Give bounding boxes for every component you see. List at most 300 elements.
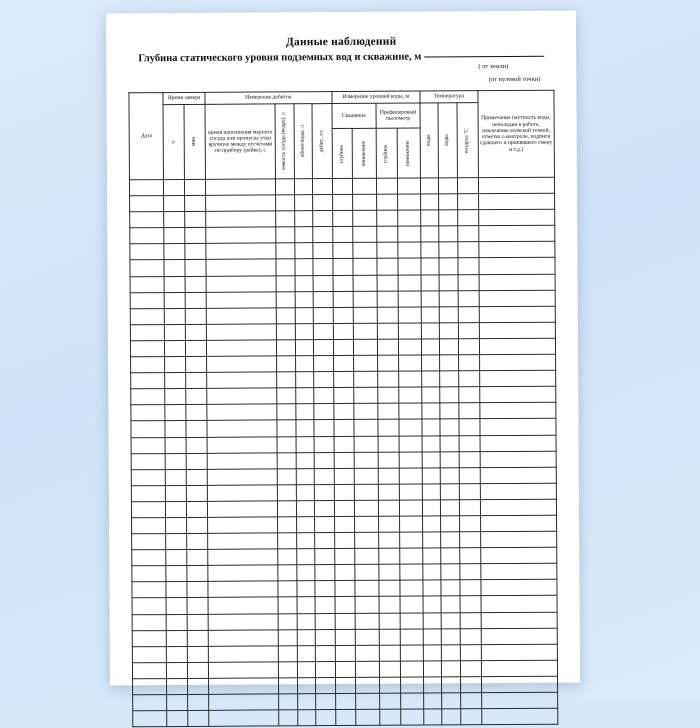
table-cell[interactable] xyxy=(399,548,422,564)
table-cell[interactable] xyxy=(277,388,296,404)
table-cell[interactable] xyxy=(440,435,459,451)
table-cell[interactable] xyxy=(294,243,313,259)
table-cell[interactable] xyxy=(333,323,354,339)
table-cell[interactable] xyxy=(314,468,334,484)
table-cell[interactable] xyxy=(441,467,460,483)
table-cell[interactable] xyxy=(458,306,479,322)
table-cell[interactable] xyxy=(399,564,422,580)
table-cell[interactable] xyxy=(334,420,355,436)
table-cell[interactable] xyxy=(459,435,480,451)
table-cell[interactable] xyxy=(277,436,296,452)
table-cell[interactable] xyxy=(164,196,185,212)
table-cell[interactable] xyxy=(167,678,188,694)
table-cell[interactable] xyxy=(441,580,460,596)
table-cell[interactable] xyxy=(132,598,166,614)
table-cell[interactable] xyxy=(334,468,355,484)
table-cell[interactable] xyxy=(297,645,316,661)
table-cell[interactable] xyxy=(132,646,166,662)
table-cell[interactable] xyxy=(356,677,379,693)
table-cell[interactable] xyxy=(354,388,377,404)
table-cell[interactable] xyxy=(131,357,165,373)
table-cell[interactable] xyxy=(398,307,421,323)
table-cell[interactable] xyxy=(457,194,478,210)
table-cell[interactable] xyxy=(378,436,399,452)
table-cell[interactable] xyxy=(314,517,334,533)
table-cell[interactable] xyxy=(207,485,277,502)
table-cell[interactable] xyxy=(165,389,186,405)
table-cell[interactable] xyxy=(297,613,316,629)
table-cell[interactable] xyxy=(279,662,298,678)
table-cell[interactable] xyxy=(295,388,314,404)
table-cell[interactable] xyxy=(333,339,354,355)
table-cell[interactable] xyxy=(397,178,420,194)
table-cell[interactable] xyxy=(398,355,421,371)
table-cell[interactable] xyxy=(398,242,421,258)
table-cell[interactable] xyxy=(421,226,440,242)
table-cell[interactable] xyxy=(294,259,313,275)
table-cell[interactable] xyxy=(421,194,440,210)
table-cell[interactable] xyxy=(208,613,278,630)
table-cell[interactable] xyxy=(206,195,276,212)
table-cell[interactable] xyxy=(439,210,458,226)
table-cell[interactable] xyxy=(297,661,316,677)
table-cell[interactable] xyxy=(297,629,316,645)
table-cell[interactable] xyxy=(356,709,379,725)
table-cell[interactable] xyxy=(314,452,334,468)
table-cell[interactable] xyxy=(379,629,400,645)
table-cell[interactable] xyxy=(423,629,442,645)
table-cell[interactable] xyxy=(164,244,185,260)
table-cell[interactable] xyxy=(276,195,295,211)
table-cell[interactable] xyxy=(481,563,557,580)
table-cell[interactable] xyxy=(479,306,555,323)
table-cell[interactable] xyxy=(423,596,442,612)
table-cell[interactable] xyxy=(377,323,398,339)
table-cell[interactable] xyxy=(130,228,164,244)
table-cell[interactable] xyxy=(278,597,297,613)
table-cell[interactable] xyxy=(334,436,355,452)
table-cell[interactable] xyxy=(315,549,335,565)
table-cell[interactable] xyxy=(186,308,207,324)
table-cell[interactable] xyxy=(207,469,277,486)
table-cell[interactable] xyxy=(424,709,443,725)
table-cell[interactable] xyxy=(276,259,295,275)
table-cell[interactable] xyxy=(207,356,277,373)
table-cell[interactable] xyxy=(399,452,422,468)
table-cell[interactable] xyxy=(376,194,397,210)
table-cell[interactable] xyxy=(209,710,279,727)
table-cell[interactable] xyxy=(397,194,420,210)
table-cell[interactable] xyxy=(377,371,398,387)
table-cell[interactable] xyxy=(278,549,297,565)
table-cell[interactable] xyxy=(207,436,277,453)
table-cell[interactable] xyxy=(208,581,278,598)
table-cell[interactable] xyxy=(441,548,460,564)
table-cell[interactable] xyxy=(206,308,276,325)
table-cell[interactable] xyxy=(353,178,376,194)
table-row[interactable] xyxy=(133,708,558,727)
table-cell[interactable] xyxy=(479,258,555,275)
table-cell[interactable] xyxy=(355,532,378,548)
table-cell[interactable] xyxy=(480,419,556,436)
table-cell[interactable] xyxy=(132,518,166,534)
table-cell[interactable] xyxy=(187,517,208,533)
table-cell[interactable] xyxy=(315,645,335,661)
table-cell[interactable] xyxy=(130,341,164,357)
table-cell[interactable] xyxy=(187,485,208,501)
table-cell[interactable] xyxy=(423,548,442,564)
table-cell[interactable] xyxy=(279,678,298,694)
table-cell[interactable] xyxy=(423,580,442,596)
table-cell[interactable] xyxy=(132,662,166,678)
table-cell[interactable] xyxy=(278,501,297,517)
table-cell[interactable] xyxy=(207,420,277,437)
table-cell[interactable] xyxy=(399,436,422,452)
table-cell[interactable] xyxy=(188,678,209,694)
table-cell[interactable] xyxy=(314,436,334,452)
table-cell[interactable] xyxy=(313,227,333,243)
table-cell[interactable] xyxy=(460,596,481,612)
table-cell[interactable] xyxy=(166,582,187,598)
table-cell[interactable] xyxy=(208,646,278,663)
table-cell[interactable] xyxy=(207,452,277,469)
table-cell[interactable] xyxy=(423,564,442,580)
table-cell[interactable] xyxy=(332,211,353,227)
table-cell[interactable] xyxy=(459,403,480,419)
table-cell[interactable] xyxy=(377,307,398,323)
table-cell[interactable] xyxy=(421,258,440,274)
table-cell[interactable] xyxy=(166,550,187,566)
table-cell[interactable] xyxy=(186,453,207,469)
table-cell[interactable] xyxy=(186,469,207,485)
table-cell[interactable] xyxy=(400,596,423,612)
table-cell[interactable] xyxy=(398,387,421,403)
table-cell[interactable] xyxy=(423,516,442,532)
table-cell[interactable] xyxy=(314,420,334,436)
table-cell[interactable] xyxy=(167,694,188,710)
table-cell[interactable] xyxy=(354,275,377,291)
table-cell[interactable] xyxy=(295,340,314,356)
table-cell[interactable] xyxy=(295,307,314,323)
table-cell[interactable] xyxy=(440,403,459,419)
table-cell[interactable] xyxy=(316,710,336,726)
table-cell[interactable] xyxy=(165,421,186,437)
table-cell[interactable] xyxy=(132,550,166,566)
table-cell[interactable] xyxy=(423,645,442,661)
table-cell[interactable] xyxy=(276,308,295,324)
table-cell[interactable] xyxy=(294,195,313,211)
table-cell[interactable] xyxy=(277,356,296,372)
table-cell[interactable] xyxy=(442,612,461,628)
table-cell[interactable] xyxy=(421,339,440,355)
table-cell[interactable] xyxy=(422,484,441,500)
table-cell[interactable] xyxy=(480,435,556,452)
table-cell[interactable] xyxy=(398,403,421,419)
table-cell[interactable] xyxy=(399,500,422,516)
table-cell[interactable] xyxy=(276,211,295,227)
table-cell[interactable] xyxy=(294,227,313,243)
table-cell[interactable] xyxy=(334,452,355,468)
table-cell[interactable] xyxy=(131,485,165,501)
table-cell[interactable] xyxy=(316,694,336,710)
table-cell[interactable] xyxy=(356,661,379,677)
table-cell[interactable] xyxy=(440,355,459,371)
table-cell[interactable] xyxy=(165,340,186,356)
table-cell[interactable] xyxy=(479,290,555,307)
table-cell[interactable] xyxy=(439,226,458,242)
table-cell[interactable] xyxy=(164,276,185,292)
table-cell[interactable] xyxy=(131,453,165,469)
table-cell[interactable] xyxy=(439,242,458,258)
table-cell[interactable] xyxy=(480,403,556,420)
table-cell[interactable] xyxy=(186,356,207,372)
table-cell[interactable] xyxy=(481,580,557,597)
table-cell[interactable] xyxy=(379,581,400,597)
table-cell[interactable] xyxy=(442,709,461,725)
table-cell[interactable] xyxy=(312,195,332,211)
table-cell[interactable] xyxy=(334,500,355,516)
table-cell[interactable] xyxy=(131,501,165,517)
table-cell[interactable] xyxy=(440,323,459,339)
table-cell[interactable] xyxy=(167,646,188,662)
table-cell[interactable] xyxy=(130,260,164,276)
table-cell[interactable] xyxy=(378,500,399,516)
table-cell[interactable] xyxy=(354,291,377,307)
table-cell[interactable] xyxy=(439,178,458,194)
table-cell[interactable] xyxy=(297,694,316,710)
table-cell[interactable] xyxy=(132,566,166,582)
table-cell[interactable] xyxy=(379,709,400,725)
table-cell[interactable] xyxy=(377,259,398,275)
table-cell[interactable] xyxy=(335,581,356,597)
table-cell[interactable] xyxy=(481,692,557,709)
table-cell[interactable] xyxy=(481,612,557,629)
table-cell[interactable] xyxy=(442,645,461,661)
table-cell[interactable] xyxy=(131,421,165,437)
table-cell[interactable] xyxy=(459,532,480,548)
table-cell[interactable] xyxy=(422,500,441,516)
table-cell[interactable] xyxy=(313,211,333,227)
table-cell[interactable] xyxy=(132,630,166,646)
table-cell[interactable] xyxy=(186,324,207,340)
table-cell[interactable] xyxy=(130,212,164,228)
table-cell[interactable] xyxy=(400,677,423,693)
table-cell[interactable] xyxy=(276,243,295,259)
table-cell[interactable] xyxy=(131,405,165,421)
table-cell[interactable] xyxy=(278,533,297,549)
table-cell[interactable] xyxy=(459,500,480,516)
table-cell[interactable] xyxy=(440,371,459,387)
table-cell[interactable] xyxy=(459,387,480,403)
table-cell[interactable] xyxy=(333,275,354,291)
table-cell[interactable] xyxy=(129,180,163,196)
table-cell[interactable] xyxy=(296,468,315,484)
table-cell[interactable] xyxy=(277,485,296,501)
table-cell[interactable] xyxy=(206,275,276,292)
table-cell[interactable] xyxy=(185,244,206,260)
table-cell[interactable] xyxy=(422,355,441,371)
table-cell[interactable] xyxy=(441,564,460,580)
table-cell[interactable] xyxy=(441,596,460,612)
table-cell[interactable] xyxy=(166,453,187,469)
table-cell[interactable] xyxy=(400,613,423,629)
table-cell[interactable] xyxy=(314,388,334,404)
table-cell[interactable] xyxy=(460,693,481,709)
table-cell[interactable] xyxy=(423,532,442,548)
table-cell[interactable] xyxy=(458,226,479,242)
table-cell[interactable] xyxy=(356,645,379,661)
table-cell[interactable] xyxy=(480,451,556,468)
table-cell[interactable] xyxy=(313,339,333,355)
table-cell[interactable] xyxy=(441,516,460,532)
table-cell[interactable] xyxy=(185,292,206,308)
table-cell[interactable] xyxy=(480,531,556,548)
table-cell[interactable] xyxy=(278,629,297,645)
table-cell[interactable] xyxy=(315,629,335,645)
table-cell[interactable] xyxy=(378,516,399,532)
table-cell[interactable] xyxy=(333,404,354,420)
table-cell[interactable] xyxy=(334,532,355,548)
table-cell[interactable] xyxy=(442,693,461,709)
table-cell[interactable] xyxy=(479,242,555,259)
table-cell[interactable] xyxy=(335,629,356,645)
table-cell[interactable] xyxy=(295,356,314,372)
table-cell[interactable] xyxy=(277,468,296,484)
table-cell[interactable] xyxy=(422,419,441,435)
table-cell[interactable] xyxy=(188,646,209,662)
table-cell[interactable] xyxy=(354,371,377,387)
table-cell[interactable] xyxy=(479,274,555,291)
table-cell[interactable] xyxy=(458,290,479,306)
table-cell[interactable] xyxy=(379,548,400,564)
table-cell[interactable] xyxy=(295,404,314,420)
table-cell[interactable] xyxy=(421,242,440,258)
table-cell[interactable] xyxy=(186,421,207,437)
table-cell[interactable] xyxy=(355,468,378,484)
table-cell[interactable] xyxy=(397,226,420,242)
table-cell[interactable] xyxy=(460,612,481,628)
table-cell[interactable] xyxy=(296,484,315,500)
table-cell[interactable] xyxy=(480,483,556,500)
table-cell[interactable] xyxy=(459,516,480,532)
table-cell[interactable] xyxy=(208,517,278,534)
table-cell[interactable] xyxy=(458,339,479,355)
table-cell[interactable] xyxy=(440,307,459,323)
table-cell[interactable] xyxy=(335,693,356,709)
table-cell[interactable] xyxy=(315,533,335,549)
table-cell[interactable] xyxy=(377,243,398,259)
table-cell[interactable] xyxy=(315,597,335,613)
table-cell[interactable] xyxy=(457,178,478,194)
table-cell[interactable] xyxy=(297,678,316,694)
table-cell[interactable] xyxy=(315,677,335,693)
table-cell[interactable] xyxy=(276,291,295,307)
table-cell[interactable] xyxy=(166,534,187,550)
table-cell[interactable] xyxy=(186,437,207,453)
table-cell[interactable] xyxy=(333,291,354,307)
table-cell[interactable] xyxy=(207,372,277,389)
table-cell[interactable] xyxy=(334,484,355,500)
table-cell[interactable] xyxy=(479,370,555,387)
table-cell[interactable] xyxy=(422,371,441,387)
table-cell[interactable] xyxy=(164,212,185,228)
table-cell[interactable] xyxy=(378,452,399,468)
table-cell[interactable] xyxy=(278,646,297,662)
table-cell[interactable] xyxy=(399,419,422,435)
table-cell[interactable] xyxy=(400,661,423,677)
table-cell[interactable] xyxy=(460,660,481,676)
table-cell[interactable] xyxy=(167,711,188,727)
table-cell[interactable] xyxy=(131,437,165,453)
table-cell[interactable] xyxy=(165,308,186,324)
table-cell[interactable] xyxy=(278,613,297,629)
table-cell[interactable] xyxy=(439,258,458,274)
table-cell[interactable] xyxy=(130,308,164,324)
table-cell[interactable] xyxy=(207,388,277,405)
table-cell[interactable] xyxy=(206,292,276,309)
table-cell[interactable] xyxy=(313,356,333,372)
table-cell[interactable] xyxy=(440,387,459,403)
table-cell[interactable] xyxy=(185,179,206,195)
table-cell[interactable] xyxy=(187,598,208,614)
table-cell[interactable] xyxy=(313,291,333,307)
table-cell[interactable] xyxy=(294,211,313,227)
table-cell[interactable] xyxy=(379,564,400,580)
table-cell[interactable] xyxy=(165,356,186,372)
table-cell[interactable] xyxy=(439,274,458,290)
table-cell[interactable] xyxy=(315,581,335,597)
table-cell[interactable] xyxy=(164,260,185,276)
table-cell[interactable] xyxy=(439,194,458,210)
table-cell[interactable] xyxy=(481,660,557,677)
table-cell[interactable] xyxy=(422,468,441,484)
table-cell[interactable] xyxy=(295,372,314,388)
table-cell[interactable] xyxy=(458,242,479,258)
table-cell[interactable] xyxy=(278,517,297,533)
table-cell[interactable] xyxy=(422,451,441,467)
table-cell[interactable] xyxy=(424,677,443,693)
table-cell[interactable] xyxy=(422,403,441,419)
table-cell[interactable] xyxy=(353,259,376,275)
table-cell[interactable] xyxy=(458,323,479,339)
table-cell[interactable] xyxy=(459,483,480,499)
table-cell[interactable] xyxy=(130,196,164,212)
table-cell[interactable] xyxy=(296,533,315,549)
table-cell[interactable] xyxy=(377,339,398,355)
table-cell[interactable] xyxy=(209,662,279,679)
table-cell[interactable] xyxy=(442,628,461,644)
table-cell[interactable] xyxy=(461,709,482,725)
table-cell[interactable] xyxy=(332,195,353,211)
table-cell[interactable] xyxy=(458,355,479,371)
table-cell[interactable] xyxy=(460,548,481,564)
table-cell[interactable] xyxy=(442,661,461,677)
table-cell[interactable] xyxy=(354,339,377,355)
table-cell[interactable] xyxy=(355,484,378,500)
table-cell[interactable] xyxy=(479,322,555,339)
table-cell[interactable] xyxy=(354,436,377,452)
table-cell[interactable] xyxy=(187,630,208,646)
table-cell[interactable] xyxy=(130,276,164,292)
table-cell[interactable] xyxy=(164,228,185,244)
table-cell[interactable] xyxy=(188,710,209,726)
table-cell[interactable] xyxy=(185,260,206,276)
table-cell[interactable] xyxy=(278,565,297,581)
table-cell[interactable] xyxy=(478,209,554,226)
table-cell[interactable] xyxy=(295,275,314,291)
table-cell[interactable] xyxy=(185,228,206,244)
table-cell[interactable] xyxy=(379,613,400,629)
